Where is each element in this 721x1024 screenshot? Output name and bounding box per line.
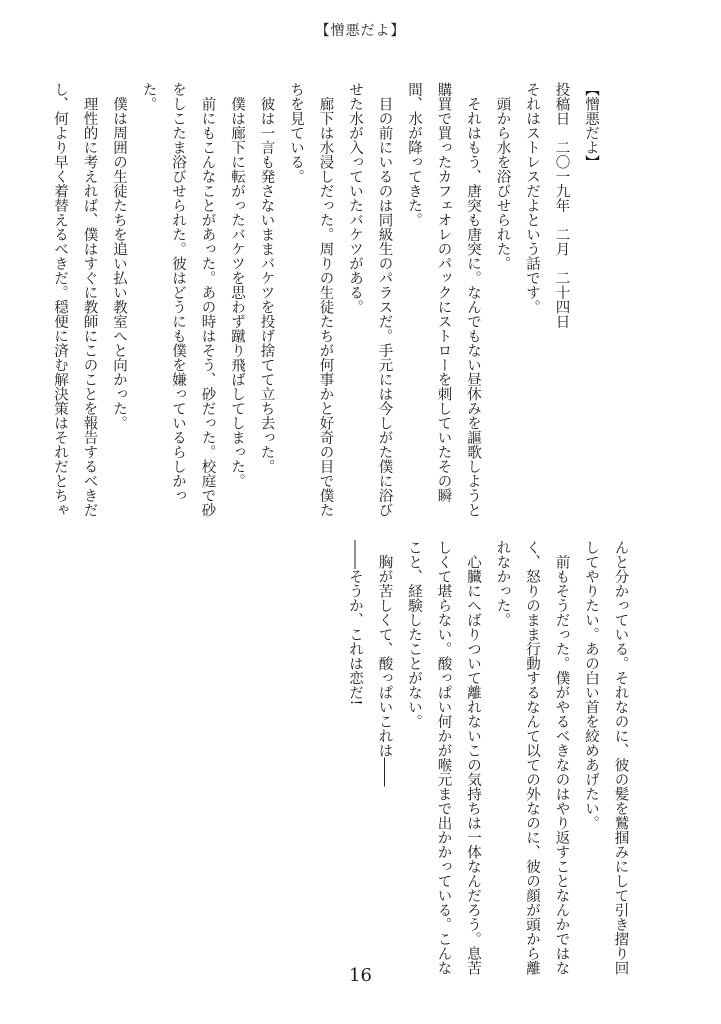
running-head-title: 【憎悪だよ】 — [315, 23, 406, 39]
text-line: 目の前にいるのは同級生のパラスだ。手元には今しがた僕に浴び — [376, 82, 393, 517]
text-line: 僕は廊下に転がったバケツを思わず蹴り飛ばしてしまった。 — [229, 82, 245, 488]
text-line: 投稿日 二〇一九年 二月 二十四日 — [553, 82, 570, 329]
upper-text-column — [45, 82, 606, 517]
text-line: をしこたま浴びせられた。彼はどうにも僕を嫌っているらしかっ — [170, 82, 186, 503]
text-line: 間、水が降ってきた。 — [406, 82, 422, 227]
text-line: それはストレスだよという話です。 — [524, 82, 540, 314]
text-line: ――そうか、これは恋だ! — [347, 540, 363, 706]
page-number: 16 — [349, 965, 372, 986]
text-line: し、何より早く着替えるべきだ。穏便に済む解決策はそれだとちゃ — [52, 82, 68, 517]
text-line: せた水が入っていたバケツがある。 — [347, 82, 363, 314]
text-line: ちを見ている。 — [288, 82, 304, 184]
text-line: 僕は周囲の生徒たちを追い払い教室へと向かった。 — [111, 82, 127, 430]
text-line: 廊下は水浸しだった。周りの生徒たちが何事かと好奇の目で僕た — [317, 82, 334, 517]
text-line: んと分かっている。それなのに、彼の髪を鷲掴みにして引き摺り回 — [612, 540, 629, 975]
text-line: く、怒りのまま行動するなんて以ての外なのに、彼の顔が頭から離 — [524, 540, 540, 975]
text-line: しくて堪らない。酸っぱい何かが喉元まで出かかっている。こんな — [435, 540, 452, 975]
lower-text-column — [340, 540, 635, 975]
text-line: 【憎悪だよ】 — [583, 82, 599, 169]
text-line: 理性的に考えれば、僕はすぐに教師にこのことを報告するべきだ — [81, 82, 98, 517]
text-line: こと、経験したことがない。 — [406, 540, 422, 729]
text-line: 心臓にへばりついて離れないこの気持ちは一体なんだろう。息苦 — [465, 540, 481, 975]
text-line: 胸が苦しくて、酸っぱいこれは―― — [376, 540, 393, 787]
text-line: 彼は一言も発さないままバケツを投げ捨てて立ち去った。 — [258, 82, 275, 474]
text-line: 購買で買ったカフェオレのパックにストローを刺していたその瞬 — [435, 82, 452, 503]
text-line: た。 — [140, 82, 157, 111]
text-line: 頭から水を浴びせられた。 — [494, 82, 511, 271]
text-line: 前もそうだった。僕がやるべきなのはやり返すことなんかではな — [553, 540, 570, 975]
text-line: してやりたい。あの白い首を絞めあげたい。 — [583, 540, 599, 830]
text-line: 前にもこんなことがあった。あの時はそう、砂だった。校庭で砂 — [199, 82, 216, 517]
text-line: れなかった。 — [494, 540, 511, 627]
text-line: それはもう、唐突も唐突に。なんでもない昼休みを謳歌しようと — [465, 82, 481, 517]
